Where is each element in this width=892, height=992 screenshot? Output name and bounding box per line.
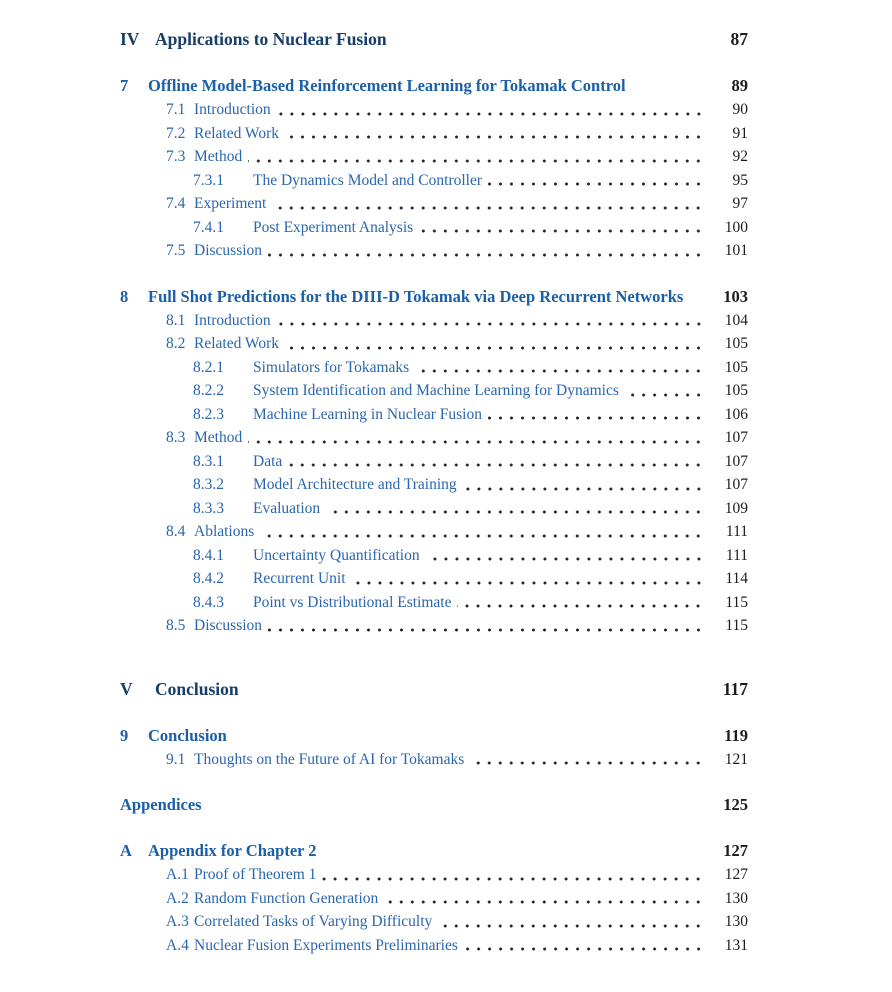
dot-leader <box>208 792 706 817</box>
entry-page-number: 97 <box>732 195 748 212</box>
dot-leader <box>272 192 706 216</box>
entry-number: A.1 <box>166 866 189 883</box>
toc-entry-8-2-1[interactable] <box>120 356 748 380</box>
entry-number: 8.3.1 <box>193 452 224 470</box>
entry-page-number: 107 <box>724 452 748 470</box>
entry-title: Related Work <box>194 124 279 142</box>
dot-leader <box>233 723 706 748</box>
toc-entry-7[interactable] <box>120 73 748 98</box>
entry-number: V <box>120 678 133 699</box>
dot-leader <box>268 614 706 638</box>
entry-title: System Identification and Machine Learning for Dynamics <box>253 382 619 399</box>
entry-title: Uncertainty Quantification <box>253 546 420 564</box>
dot-leader <box>689 284 706 309</box>
dot-leader <box>632 73 706 98</box>
entry-title: Full Shot Predictions for the DIII-D Tokamak via Deep Recurrent Networks <box>148 286 684 306</box>
dot-leader <box>488 403 706 427</box>
dot-leader <box>352 567 706 591</box>
toc-entry-8-3[interactable] <box>120 426 748 450</box>
entry-title: Model Architecture and Training <box>253 476 457 493</box>
entry-title: Applications to Nuclear Fusion <box>155 29 387 49</box>
entry-number: 8.4.3 <box>193 593 224 611</box>
entry-page-number: 127 <box>723 841 748 860</box>
dot-leader <box>426 544 706 568</box>
entry-page-number: 107 <box>724 476 748 493</box>
entry-number: IV <box>120 29 140 49</box>
dot-leader <box>438 910 706 934</box>
dot-leader <box>384 887 706 911</box>
entry-title: Post Experiment Analysis <box>253 218 414 236</box>
entry-number: 8.3.2 <box>193 476 224 493</box>
toc-entry-7-5[interactable] <box>120 239 748 263</box>
toc-entry-7-4-1[interactable] <box>120 216 748 240</box>
entry-page-number: 115 <box>725 593 748 611</box>
dot-leader <box>625 379 706 403</box>
dot-leader <box>268 239 706 263</box>
toc-entry-8-3-2[interactable] <box>120 473 748 497</box>
entry-title: Simulators for Tokamaks <box>253 358 410 376</box>
entry-title: Method <box>194 148 243 165</box>
entry-title: Thoughts on the Future of AI for Tokamaks <box>194 750 465 768</box>
dot-leader <box>248 426 706 450</box>
dot-leader <box>260 520 706 544</box>
entry-page-number: 103 <box>723 286 748 306</box>
entry-number: 7.2 <box>166 124 186 142</box>
dot-leader <box>393 26 706 52</box>
entry-page-number: 130 <box>724 889 748 907</box>
entry-page-number: 91 <box>732 124 748 142</box>
entry-number: 7.4 <box>166 195 186 212</box>
entry-title: Discussion <box>194 242 263 259</box>
dot-leader <box>248 145 706 169</box>
dot-leader <box>419 216 706 240</box>
entry-number: 7.5 <box>166 242 186 259</box>
entry-title: Appendices <box>120 795 202 814</box>
entry-number: 7.4.1 <box>193 218 224 236</box>
dot-leader <box>457 591 706 615</box>
entry-page-number: 106 <box>724 405 748 423</box>
entry-page-number: 125 <box>723 795 748 814</box>
entry-page-number: 115 <box>725 617 748 634</box>
toc-entry-8-2-2[interactable] <box>120 379 748 403</box>
entry-page-number: 107 <box>724 429 748 446</box>
entry-page-number: 105 <box>724 382 748 399</box>
entry-number: 8.3 <box>166 429 186 446</box>
entry-title: Discussion <box>194 617 263 634</box>
entry-number: 8.2.2 <box>193 382 224 399</box>
entry-number: A.4 <box>166 936 189 954</box>
entry-title: Machine Learning in Nuclear Fusion <box>253 405 482 423</box>
entry-number: 9 <box>120 725 129 745</box>
entry-title: Evaluation <box>253 499 321 517</box>
entry-page-number: 101 <box>724 242 748 259</box>
entry-number: A <box>120 841 132 860</box>
toc-entry-8-3-3[interactable] <box>120 497 748 521</box>
entry-number: 8.5 <box>166 617 186 634</box>
entry-page-number: 92 <box>732 148 748 165</box>
entry-title: Ablations <box>194 523 255 540</box>
entry-title: Experiment <box>194 195 267 212</box>
entry-page-number: 105 <box>724 335 748 352</box>
toc-entry-7-1[interactable] <box>120 98 748 122</box>
toc-entry-appendices[interactable] <box>120 792 748 817</box>
dot-leader <box>288 450 706 474</box>
toc-entry-8-4-1[interactable] <box>120 544 748 568</box>
toc-entry-8-5[interactable] <box>120 614 748 638</box>
entry-page-number: 114 <box>725 570 748 587</box>
toc-entry-8-2-3[interactable] <box>120 403 748 427</box>
dot-leader <box>322 863 706 887</box>
toc-entry-8-3-1[interactable] <box>120 450 748 474</box>
table-of-contents <box>120 26 748 957</box>
toc-entry-8-4-2[interactable] <box>120 567 748 591</box>
dot-leader <box>415 356 706 380</box>
toc-entry-7-2[interactable] <box>120 122 748 146</box>
entry-number: 7.3.1 <box>193 171 224 189</box>
dot-leader <box>464 934 706 958</box>
toc-entry-v[interactable] <box>120 676 748 702</box>
toc-entry-8-2[interactable] <box>120 332 748 356</box>
entry-title: Introduction <box>194 311 271 329</box>
entry-number: 7 <box>120 76 129 95</box>
entry-page-number: 131 <box>724 936 748 954</box>
toc-entry-7-4[interactable] <box>120 192 748 216</box>
entry-title: Random Function Generation <box>194 889 379 907</box>
entry-page-number: 89 <box>731 76 748 95</box>
dot-leader <box>488 169 706 193</box>
toc-entry-a-3[interactable] <box>120 910 748 934</box>
entry-number: 8.4.2 <box>193 570 224 587</box>
entry-page-number: 111 <box>725 546 748 564</box>
entry-page-number: 105 <box>724 358 748 376</box>
entry-page-number: 104 <box>724 311 748 329</box>
entry-page-number: 90 <box>732 101 748 118</box>
entry-number: A.3 <box>166 913 189 930</box>
entry-number: A.2 <box>166 889 189 907</box>
dot-leader <box>463 473 706 497</box>
dot-leader <box>326 497 706 521</box>
dot-leader <box>245 676 706 702</box>
entry-number: 8.2.1 <box>193 358 224 376</box>
entry-title: Method <box>194 429 243 446</box>
entry-title: Correlated Tasks of Varying Difficulty <box>194 913 433 930</box>
entry-number: 8.1 <box>166 311 186 329</box>
dot-leader <box>285 122 706 146</box>
entry-number: 8.4.1 <box>193 546 224 564</box>
toc-entry-8-1[interactable] <box>120 309 748 333</box>
toc-entry-7-3[interactable] <box>120 145 748 169</box>
dot-leader <box>323 838 706 863</box>
entry-number: 8.3.3 <box>193 499 224 517</box>
toc-entry-a-1[interactable] <box>120 863 748 887</box>
entry-title: Data <box>253 452 283 470</box>
entry-page-number: 87 <box>730 29 748 49</box>
entry-number: 8 <box>120 286 129 306</box>
entry-page-number: 119 <box>724 725 748 745</box>
entry-title: The Dynamics Model and Controller <box>253 171 483 189</box>
entry-page-number: 130 <box>724 913 748 930</box>
entry-page-number: 109 <box>724 499 748 517</box>
entry-page-number: 121 <box>724 750 748 768</box>
entry-title: Proof of Theorem 1 <box>194 866 317 883</box>
entry-title: Conclusion <box>155 678 239 699</box>
entry-number: 7.3 <box>166 148 186 165</box>
entry-page-number: 100 <box>724 218 748 236</box>
entry-title: Appendix for Chapter 2 <box>148 841 317 860</box>
toc-entry-iv[interactable] <box>120 26 748 52</box>
entry-number: 8.4 <box>166 523 186 540</box>
toc-entry-a-2[interactable] <box>120 887 748 911</box>
dot-leader <box>470 748 706 772</box>
toc-entry-a-4[interactable] <box>120 934 748 958</box>
toc-entry-a[interactable] <box>120 838 748 863</box>
entry-number: 7.1 <box>166 101 186 118</box>
entry-page-number: 111 <box>725 523 748 540</box>
dot-leader <box>285 332 706 356</box>
entry-title: Conclusion <box>148 725 227 745</box>
dot-leader <box>277 309 706 333</box>
entry-title: Offline Model-Based Reinforcement Learning for Tokamak Control <box>148 76 626 95</box>
dot-leader <box>277 98 706 122</box>
entry-page-number: 95 <box>732 171 748 189</box>
entry-number: 9.1 <box>166 750 186 768</box>
entry-page-number: 117 <box>722 678 748 699</box>
entry-title: Recurrent Unit <box>253 570 346 587</box>
entry-number: 8.2 <box>166 335 186 352</box>
toc-entry-8-4-3[interactable] <box>120 591 748 615</box>
entry-number: 8.2.3 <box>193 405 224 423</box>
entry-title: Nuclear Fusion Experiments Preliminaries <box>194 936 458 954</box>
entry-page-number: 127 <box>724 866 748 883</box>
toc-entry-7-3-1[interactable] <box>120 169 748 193</box>
toc-entry-8[interactable] <box>120 284 748 309</box>
toc-entry-9[interactable] <box>120 723 748 748</box>
toc-entry-8-4[interactable] <box>120 520 748 544</box>
entry-title: Point vs Distributional Estimate <box>253 593 452 611</box>
toc-entry-9-1[interactable] <box>120 748 748 772</box>
entry-title: Related Work <box>194 335 279 352</box>
entry-title: Introduction <box>194 101 271 118</box>
